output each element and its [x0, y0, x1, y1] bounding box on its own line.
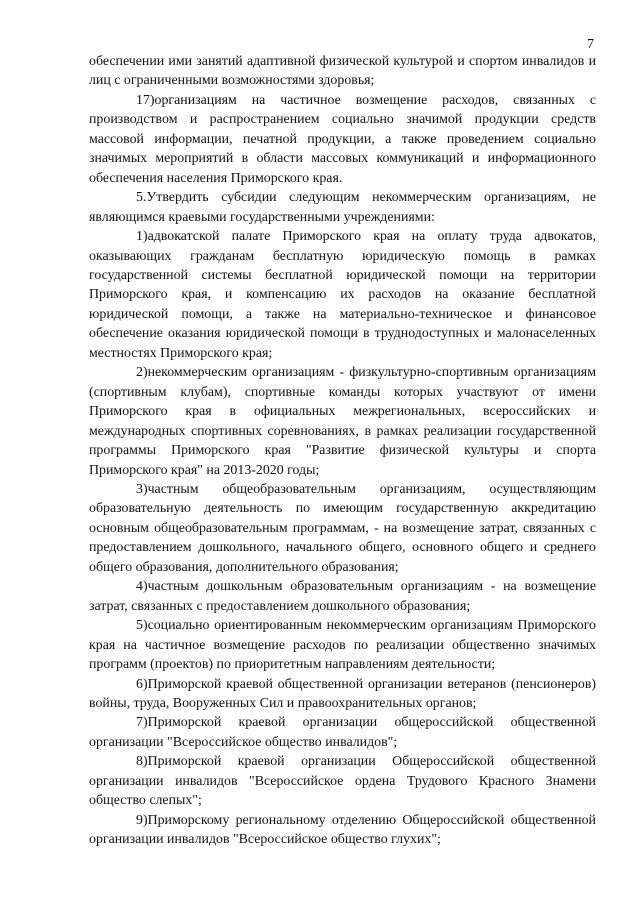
page-number: 7 [587, 37, 594, 52]
document-body [89, 52, 596, 850]
paragraph: 9)Приморскому региональному отделению Общероссийской общественной организации инвалидов "Всероссийское общество глухих"; [89, 812, 596, 848]
paragraph: 8)Приморской краевой организации Общероссийской общественной организации инвалидов "Всероссийское ордена Трудового Красного Знамени общество слепых"; [89, 754, 596, 809]
paragraph: 1)адвокатской палате Приморского края на оплату труда адвокатов, оказывающих гражданам бесплатную юридическую помощь в рамках государственной системы бесплатной юридической помощи на территории Приморского края, и компенсацию их расходов на оказание бесплатной юридической помощи, а также на материально-техническое и финансовое обеспечение оказания юридической помощи в труднодоступных и малонаселенных местностях Приморского края; [89, 229, 596, 361]
paragraph: 7)Приморской краевой организации общероссийской общественной организации "Всероссийское общество инвалидов"; [89, 715, 596, 750]
paragraph: 2)некоммерческим организациям - физкультурно-спортивным организациям (спортивным клубам), спортивные команды которых участвуют от имени Приморского края в официальных межрегиональных, всероссийских и международных спортивных соревнованиях, в рамках реализации государственной программы Приморского края "Развитие физической культуры и спорта Приморского края" на 2013-2020 годы; [89, 365, 596, 478]
paragraph: 17)организациям на частичное возмещение расходов, связанных с производством и распространением социально значимой продукции средств массовой информации, печатной продукции, а также проведением социально значимых мероприятий в области массовых коммуникаций и информационного обеспечения населения Приморского края. [89, 92, 596, 186]
paragraph: 4)частным дошкольным образовательным организациям - на возмещение затрат, связанных с предоставлением дошкольного образования; [89, 579, 596, 614]
paragraph: обеспечении ими занятий адаптивной физической культурой и спортом инвалидов и лиц с ограниченными возможностями здоровья; [89, 54, 596, 89]
paragraph: 6)Приморской краевой общественной организации ветеранов (пенсионеров) войны, труда, Вооруженных Сил и правоохранительных органов; [89, 676, 596, 711]
paragraph: 5)социально ориентированным некоммерческим организациям Приморского края на частичное возмещение расходов по реализации общественно значимых программ (проектов) по приоритетным направлениям деятельности; [89, 618, 596, 673]
paragraph: 5.Утвердить субсидии следующим некоммерческим организациям, не являющимся краевыми государственными учреждениями: [89, 190, 596, 225]
paragraph: 3)частным общеобразовательным организациям, осуществляющим образовательную деятельность по имеющим государственную аккредитацию основным общеобразовательным программам, - на возмещение затрат, связанных с предоставлением дошкольного, начального общего, основного общего и среднего общего образования, дополнительного образования; [89, 481, 596, 575]
